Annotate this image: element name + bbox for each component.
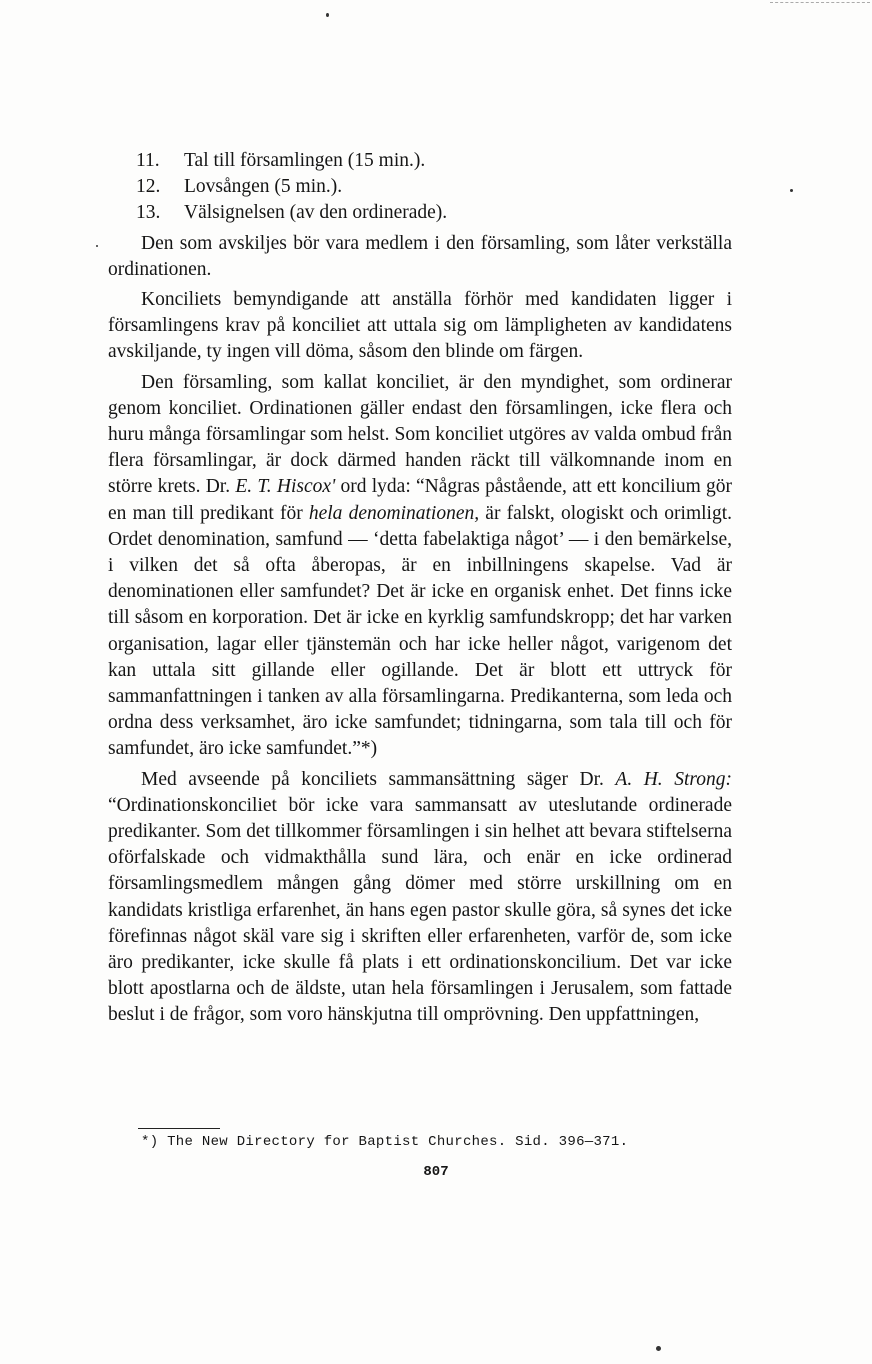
list-item	[108, 148, 732, 174]
order-of-service-list	[108, 148, 732, 227]
scan-speck	[656, 1346, 661, 1351]
list-item	[108, 200, 732, 226]
list-item-text: Lovsången (5 min.).	[184, 176, 343, 198]
paragraph-hiscox-quote	[108, 370, 732, 763]
scan-speck	[326, 13, 329, 17]
paragraph-text: ord lyda: “Någras påstående, att ett koncilium gör en man till predikant för	[108, 476, 732, 524]
page-body	[108, 148, 732, 1029]
paragraph-text: är falskt, ologiskt och orimligt. Ordet denomination, samfund — ‘detta fabelaktiga något’ — i den bemärkelse, i vilken det så ofta åberopas, är en inbillningens skapelse. Vad är denominationen eller samfundet? Det är icke en organisk enhet. Det finns icke till såsom en korporation. Det är icke en kyrklig samfundskropp; det har varken organisation, lagar eller tjänstemän och har icke heller något, varigenom det kan uttala sitt gillande eller ogillande. Det är blott ett uttryck för sammanfattningen i tanken av alla församlingarna. Predikanterna, som leda och ordna dess verksamhet, äro icke samfundet; tidningarna, som tala till och för samfundet, äro icke samfundet.”*)	[108, 502, 732, 760]
author-name: E. T. Hiscox'	[235, 476, 336, 498]
paragraph-text: “Ordinationskonciliet bör icke vara sammansatt av uteslutande ordinerade predikanter. Som det tillkommer församlingen i sin helhet att bevara stiftelserna oförfalskade och vidmakthålla sund lära, och enär en icke ordinerad församlingsmedlem mången gång dömer med större urskillning om en kandidats kristliga erfarenhet, än hans egen pastor skulle göra, så synes det icke förefinnas något skäl vare sig i skriften eller erfarenheten, varför de, som icke äro predikanter, icke skulle få plats i ett ordinationskoncilium. Det var icke blott apostlarna och de äldste, utan hela församlingen i Jerusalem, som fattade beslut i de frågor, som voro hänskjutna till omprövning. Den uppfattningen,	[108, 794, 732, 1026]
page-number: 807	[423, 1164, 449, 1180]
footnote: *) The New Directory for Baptist Churches. Sid. 396—371.	[141, 1134, 629, 1150]
list-item-number: 11.	[136, 150, 160, 171]
list-item	[108, 174, 732, 200]
list-item-number: 13.	[136, 202, 161, 224]
scan-edge-mark	[770, 2, 870, 3]
list-item-number: 12.	[136, 176, 161, 198]
paragraph-strong-quote	[108, 767, 732, 1029]
author-name: A. H. Strong:	[615, 768, 732, 790]
paragraph-membership: Den som avskiljes bör vara medlem i den församling, som låter verkställa ordinationen.	[108, 232, 732, 280]
paragraph-council-authority: Konciliets bemyndigande att anställa förhör med kandidaten ligger i församlingens krav på konciliet att uttala sig om lämpligheten av kandidatens avskiljande, ty ingen vill döma, såsom den blinde om färgen.	[108, 288, 732, 363]
list-item-text: Välsignelsen (av den ordinerade).	[184, 202, 448, 224]
paragraph-text: Den församling, som kallat konciliet, är den myndighet, som ordinerar genom konciliet. Ordinationen gäller endast den församlingen, icke flera och huru många församlingar som helst. Som konciliet utgöres av valda ombud från flera församlingar, är dock därmed handen räckt till välkomnande inom en större krets. Dr.	[108, 371, 732, 498]
footnote-divider	[138, 1128, 220, 1129]
list-item-text: Tal till församlingen (15 min.).	[184, 150, 426, 171]
paragraph-text: Med avseende på konciliets sammansättning säger Dr.	[141, 768, 616, 790]
scan-speck	[96, 245, 98, 247]
scan-speck	[790, 189, 793, 192]
emphasis-text: hela denominationen,	[308, 502, 480, 524]
